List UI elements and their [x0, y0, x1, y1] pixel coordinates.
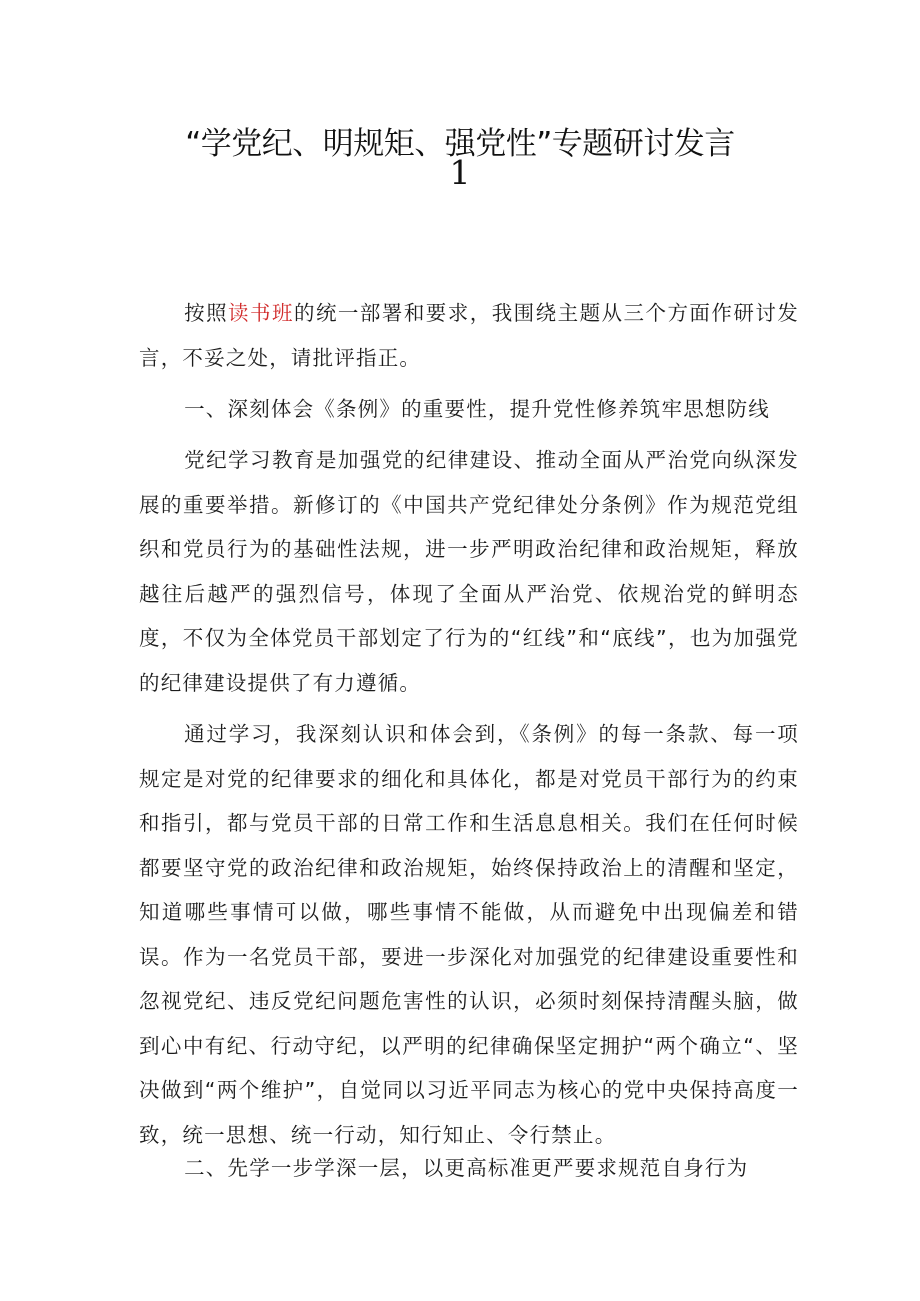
section-heading-1: [139, 387, 799, 432]
intro-text-after: 的统一部署和要求，我围绕主题从三个方面作研讨发言，不妥之处，请批评指正。: [139, 301, 800, 370]
section-heading-2-text: 二、先学一步学深一层，以更高标准更严要求规范自身行为: [184, 1156, 749, 1180]
section-heading-2: [139, 1146, 799, 1191]
intro-text-before: 按照: [184, 301, 229, 325]
body-paragraph-1-text: 党纪学习教育是加强党的纪律建设、推动全面从严治党向纵深发展的重要举措。新修订的《中国共产党纪律处分条例》作为规范党组织和党员行为的基础性法规，进一步严明政治纪律和政治规矩，释放越往后越严的强烈信号，体现了全面从严治党、依规治党的鲜明态度，不仅为全体党员干部划定了行为的“红线”和“底线”，也为加强党的纪律建设提供了有力遵循。: [139, 448, 799, 695]
document-title: “学党纪、明规矩、强党性”专题研讨发言: [185, 126, 735, 162]
section-heading-1-text: 一、深刻体会《条例》的重要性，提升党性修养筑牢思想防线: [184, 397, 770, 421]
reading-class-link[interactable]: 读书班: [228, 301, 294, 325]
body-paragraph-1: [139, 438, 799, 705]
intro-paragraph: [139, 291, 799, 380]
body-paragraph-2: [139, 712, 799, 1157]
body-paragraph-2-text: 通过学习，我深刻认识和体会到，《条例》的每一条款、每一项规定是对党的纪律要求的细化和具体化，都是对党员干部行为的约束和指引，都与党员干部的日常工作和生活息息相关。我们在任何时候都要坚守党的政治纪律和政治规矩，始终保持政治上的清醒和坚定，知道哪些事情可以做，哪些事情不能做，从而避免中出现偏差和错误。作为一名党员干部，要进一步深化对加强党的纪律建设重要性和忽视党纪、违反党纪问题危害性的认识，必须时刻保持清醒头脑，做到心中有纪、行动守纪，以严明的纪律确保坚定拥护“两个确立“、坚决做到“两个维护”，自觉同以习近平同志为核心的党中央保持高度一致，统一思想、统一行动，知行知止、令行禁止。: [139, 722, 799, 1147]
document-title-number: 1: [449, 153, 471, 192]
